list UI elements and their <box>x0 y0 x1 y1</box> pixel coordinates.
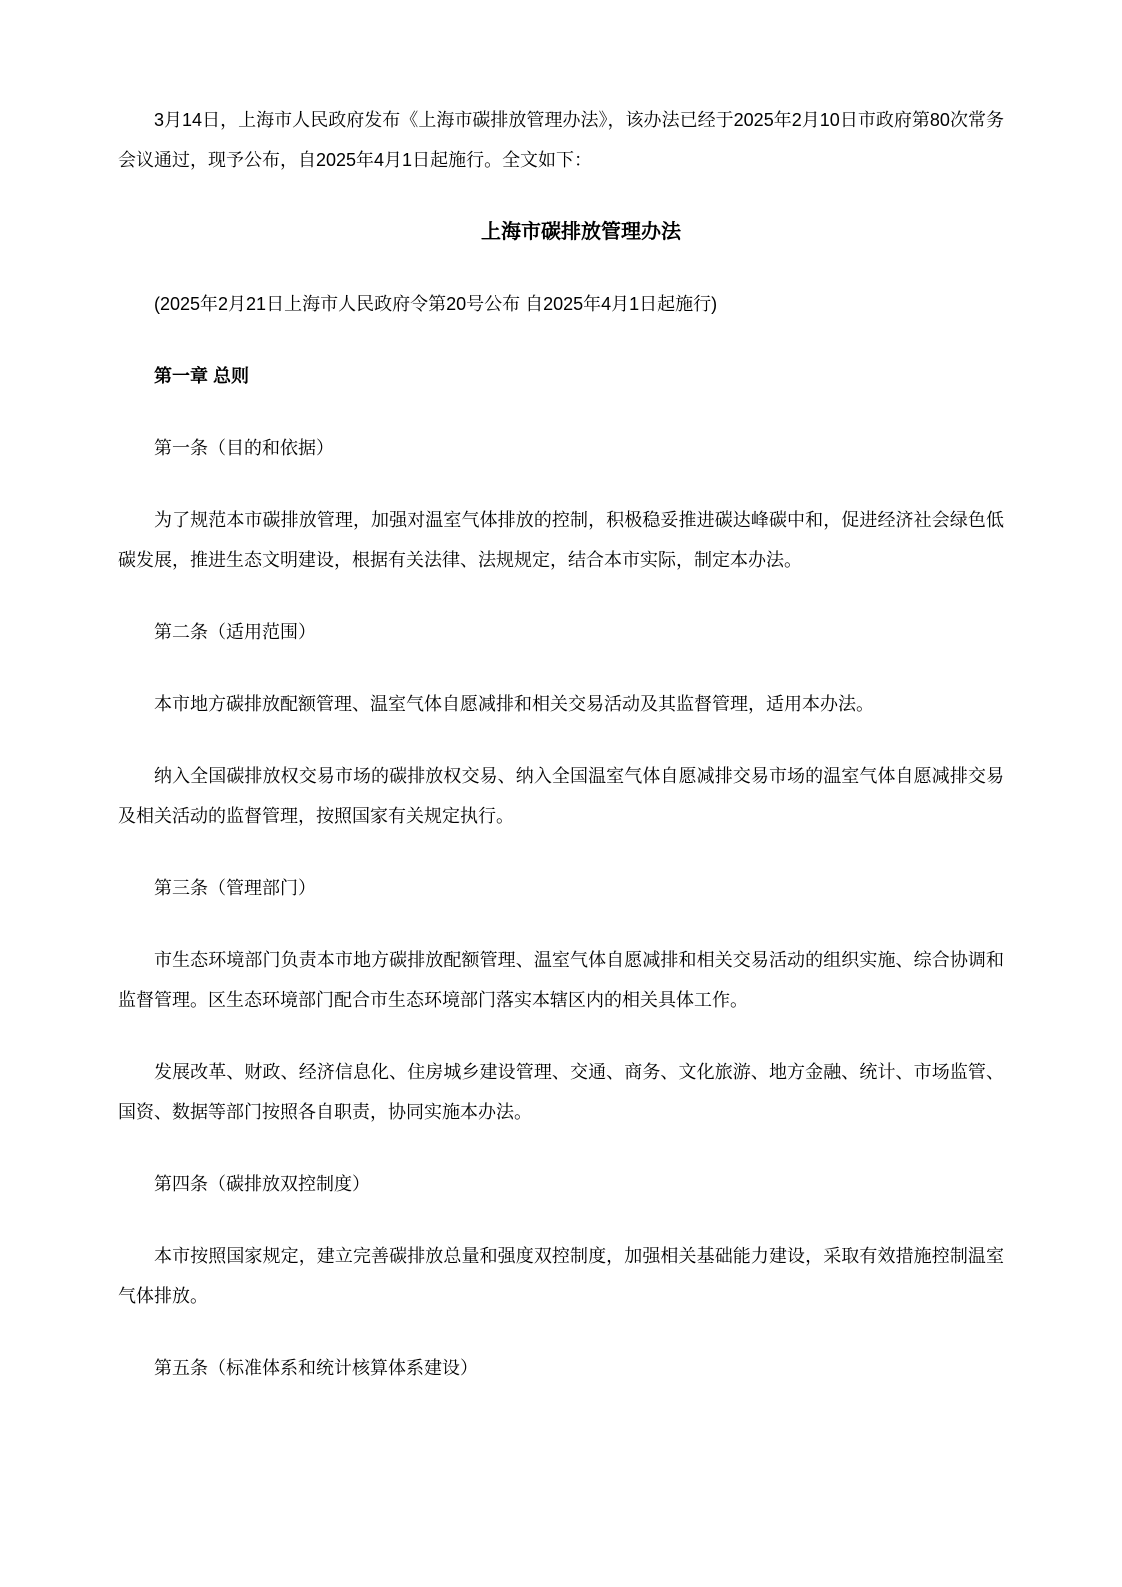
document-title: 上海市碳排放管理办法 <box>481 221 681 243</box>
intro-paragraph: 3月14日，上海市人民政府发布《上海市碳排放管理办法》，该办法已经于2025年2月10日市政府第80次常务会议通过，现予公布，自2025年4月1日起施行。全文如下： <box>118 110 1004 170</box>
article-3-paragraph-1: 市生态环境部门负责本市地方碳排放配额管理、温室气体自愿减排和相关交易活动的组织实施、综合协调和监督管理。区生态环境部门配合市生态环境部门落实本辖区内的相关具体工作。 <box>118 950 1004 1010</box>
chapter-heading: 第一章 总则 <box>154 366 250 386</box>
article-3-label: 第三条（管理部门） <box>154 878 316 898</box>
article-2-label: 第二条（适用范围） <box>154 622 316 642</box>
article-3-paragraph-2: 发展改革、财政、经济信息化、住房城乡建设管理、交通、商务、文化旅游、地方金融、统计、市场监管、国资、数据等部门按照各自职责，协同实施本办法。 <box>118 1062 1004 1122</box>
article-1-label: 第一条（目的和依据） <box>154 438 334 458</box>
promulgation-line: (2025年2月21日上海市人民政府令第20号公布 自2025年4月1日起施行) <box>154 294 718 314</box>
article-1-paragraph-1: 为了规范本市碳排放管理，加强对温室气体排放的控制，积极稳妥推进碳达峰碳中和，促进经济社会绿色低碳发展，推进生态文明建设，根据有关法律、法规规定，结合本市实际，制定本办法。 <box>118 510 1004 570</box>
article-2-paragraph-2: 纳入全国碳排放权交易市场的碳排放权交易、纳入全国温室气体自愿减排交易市场的温室气体自愿减排交易及相关活动的监督管理，按照国家有关规定执行。 <box>118 766 1004 826</box>
article-4-paragraph-1: 本市按照国家规定，建立完善碳排放总量和强度双控制度，加强相关基础能力建设，采取有效措施控制温室气体排放。 <box>118 1246 1004 1306</box>
article-2-paragraph-1: 本市地方碳排放配额管理、温室气体自愿减排和相关交易活动及其监督管理，适用本办法。 <box>154 694 874 714</box>
article-4-label: 第四条（碳排放双控制度） <box>154 1174 370 1194</box>
article-5-label: 第五条（标准体系和统计核算体系建设） <box>154 1358 478 1378</box>
